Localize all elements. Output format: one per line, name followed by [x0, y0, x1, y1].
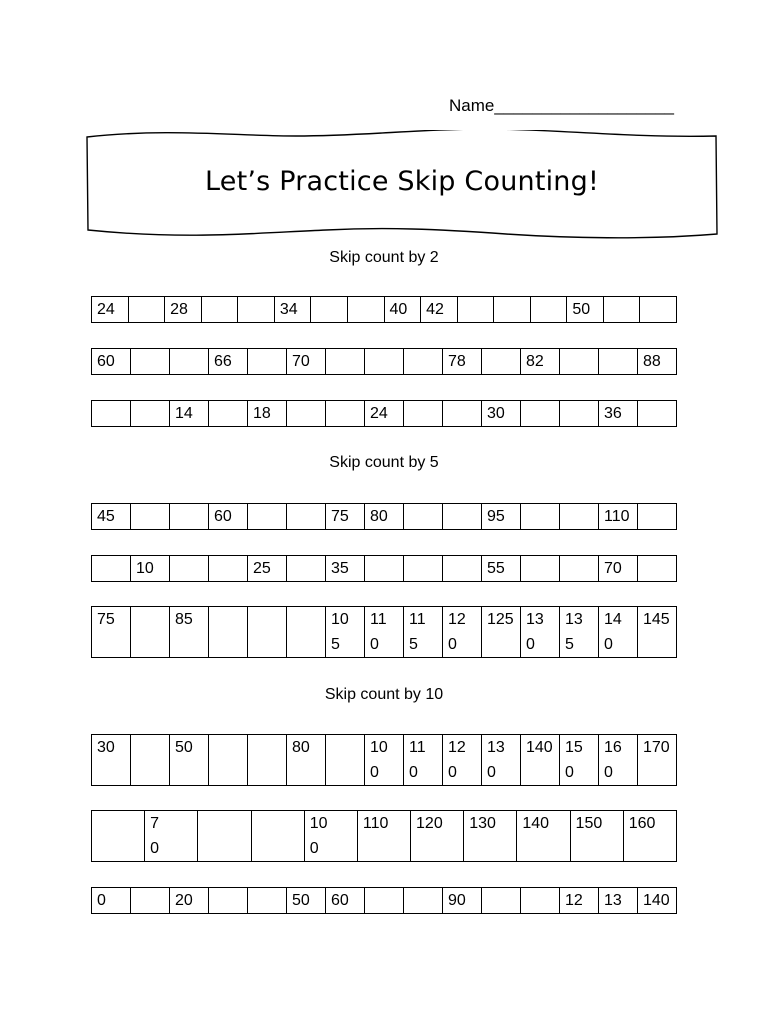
blank-cell[interactable]: [347, 297, 384, 323]
number-cell: 60: [326, 888, 365, 914]
blank-cell[interactable]: [248, 504, 287, 530]
counting-row: [91, 555, 677, 582]
number-cell: 50: [170, 735, 209, 786]
number-cell: 88: [638, 349, 677, 375]
number-cell: 80: [287, 735, 326, 786]
number-cell: 42: [421, 297, 458, 323]
blank-cell[interactable]: [365, 349, 404, 375]
number-cell: 130: [464, 811, 517, 862]
blank-cell[interactable]: [521, 888, 560, 914]
number-cell: 11 5: [404, 607, 443, 658]
number-cell: 10 5: [326, 607, 365, 658]
blank-cell[interactable]: [170, 349, 209, 375]
number-cell: 28: [165, 297, 202, 323]
number-cell: 14 0: [599, 607, 638, 658]
blank-cell[interactable]: [521, 556, 560, 582]
title-banner: [86, 130, 718, 240]
counting-row: [91, 606, 677, 658]
number-cell: 30: [482, 401, 521, 427]
number-cell: 140: [517, 811, 570, 862]
blank-cell[interactable]: [599, 349, 638, 375]
counting-row: [91, 296, 677, 323]
number-cell: 0: [92, 888, 131, 914]
number-cell: 82: [521, 349, 560, 375]
blank-cell[interactable]: [251, 811, 304, 862]
blank-cell[interactable]: [326, 349, 365, 375]
number-cell: 70: [287, 349, 326, 375]
number-cell: 80: [365, 504, 404, 530]
number-cell: 10: [131, 556, 170, 582]
blank-cell[interactable]: [603, 297, 640, 323]
number-cell: 110: [357, 811, 410, 862]
blank-cell[interactable]: [170, 504, 209, 530]
blank-cell[interactable]: [248, 735, 287, 786]
number-cell: 50: [567, 297, 604, 323]
number-cell: 12 0: [443, 607, 482, 658]
blank-cell[interactable]: [443, 504, 482, 530]
blank-cell[interactable]: [287, 607, 326, 658]
blank-cell[interactable]: [521, 504, 560, 530]
number-cell: 50: [287, 888, 326, 914]
blank-cell[interactable]: [404, 401, 443, 427]
blank-cell[interactable]: [248, 349, 287, 375]
number-cell: 18: [248, 401, 287, 427]
blank-cell[interactable]: [443, 401, 482, 427]
number-cell: 60: [92, 349, 131, 375]
blank-cell[interactable]: [248, 607, 287, 658]
section-heading: Skip count by 10: [324, 686, 444, 703]
number-cell: 85: [170, 607, 209, 658]
number-cell: 10 0: [304, 811, 357, 862]
blank-cell[interactable]: [404, 349, 443, 375]
number-cell: 15 0: [560, 735, 599, 786]
blank-cell[interactable]: [131, 735, 170, 786]
blank-cell[interactable]: [287, 504, 326, 530]
counting-row: [91, 887, 677, 914]
section-heading: Skip count by 5: [329, 454, 439, 471]
blank-cell[interactable]: [287, 556, 326, 582]
number-cell: 160: [623, 811, 676, 862]
blank-cell[interactable]: [209, 888, 248, 914]
blank-cell[interactable]: [482, 349, 521, 375]
blank-cell[interactable]: [92, 556, 131, 582]
number-cell: 35: [326, 556, 365, 582]
blank-cell[interactable]: [131, 504, 170, 530]
blank-cell[interactable]: [640, 297, 677, 323]
blank-cell[interactable]: [404, 556, 443, 582]
blank-cell[interactable]: [560, 556, 599, 582]
number-cell: 55: [482, 556, 521, 582]
number-cell: 145: [638, 607, 677, 658]
blank-cell[interactable]: [494, 297, 531, 323]
blank-cell[interactable]: [238, 297, 275, 323]
section-heading: Skip count by 2: [329, 249, 439, 266]
number-cell: 13 0: [521, 607, 560, 658]
blank-cell[interactable]: [560, 401, 599, 427]
counting-row: [91, 503, 677, 530]
number-cell: 10 0: [365, 735, 404, 786]
blank-cell[interactable]: [92, 401, 131, 427]
number-cell: 24: [365, 401, 404, 427]
blank-cell[interactable]: [326, 735, 365, 786]
counting-row: [91, 734, 677, 786]
number-cell: 11 0: [365, 607, 404, 658]
number-cell: 66: [209, 349, 248, 375]
blank-cell[interactable]: [131, 401, 170, 427]
blank-cell[interactable]: [198, 811, 251, 862]
blank-cell[interactable]: [209, 556, 248, 582]
number-cell: 90: [443, 888, 482, 914]
number-cell: 13 0: [482, 735, 521, 786]
name-field-label: Name___________________: [449, 96, 674, 115]
blank-cell[interactable]: [638, 556, 677, 582]
blank-cell[interactable]: [638, 401, 677, 427]
number-cell: 150: [570, 811, 623, 862]
blank-cell[interactable]: [443, 556, 482, 582]
blank-cell[interactable]: [201, 297, 238, 323]
number-cell: 40: [384, 297, 421, 323]
number-cell: 11 0: [404, 735, 443, 786]
blank-cell[interactable]: [209, 401, 248, 427]
blank-cell[interactable]: [404, 504, 443, 530]
number-cell: 75: [326, 504, 365, 530]
number-cell: 13 5: [560, 607, 599, 658]
blank-cell[interactable]: [209, 735, 248, 786]
blank-cell[interactable]: [287, 401, 326, 427]
blank-cell[interactable]: [92, 811, 145, 862]
blank-cell[interactable]: [128, 297, 165, 323]
blank-cell[interactable]: [311, 297, 348, 323]
number-cell: 140: [521, 735, 560, 786]
blank-cell[interactable]: [457, 297, 494, 323]
number-cell: 30: [92, 735, 131, 786]
number-cell: 20: [170, 888, 209, 914]
blank-cell[interactable]: [560, 349, 599, 375]
blank-cell[interactable]: [365, 888, 404, 914]
blank-cell[interactable]: [482, 888, 521, 914]
blank-cell[interactable]: [404, 888, 443, 914]
counting-row: [91, 810, 677, 862]
number-cell: 70: [599, 556, 638, 582]
blank-cell[interactable]: [638, 504, 677, 530]
number-cell: 7 0: [145, 811, 198, 862]
blank-cell[interactable]: [131, 349, 170, 375]
number-cell: 140: [638, 888, 677, 914]
number-cell: 125: [482, 607, 521, 658]
number-cell: 24: [92, 297, 129, 323]
blank-cell[interactable]: [209, 607, 248, 658]
page-title: Let’s Practice Skip Counting!: [205, 166, 599, 197]
number-cell: 120: [411, 811, 464, 862]
number-cell: 16 0: [599, 735, 638, 786]
blank-cell[interactable]: [530, 297, 567, 323]
number-cell: 170: [638, 735, 677, 786]
blank-cell[interactable]: [521, 401, 560, 427]
number-cell: 12: [560, 888, 599, 914]
blank-cell[interactable]: [131, 888, 170, 914]
number-cell: 36: [599, 401, 638, 427]
number-cell: 14: [170, 401, 209, 427]
number-cell: 12 0: [443, 735, 482, 786]
number-cell: 60: [209, 504, 248, 530]
number-cell: 45: [92, 504, 131, 530]
blank-cell[interactable]: [365, 556, 404, 582]
blank-cell[interactable]: [248, 888, 287, 914]
blank-cell[interactable]: [326, 401, 365, 427]
number-cell: 34: [274, 297, 311, 323]
number-cell: 13: [599, 888, 638, 914]
number-cell: 25: [248, 556, 287, 582]
blank-cell[interactable]: [560, 504, 599, 530]
number-cell: 75: [92, 607, 131, 658]
number-cell: 78: [443, 349, 482, 375]
counting-row: [91, 400, 677, 427]
number-cell: 95: [482, 504, 521, 530]
blank-cell[interactable]: [131, 607, 170, 658]
blank-cell[interactable]: [170, 556, 209, 582]
counting-row: [91, 348, 677, 375]
number-cell: 110: [599, 504, 638, 530]
